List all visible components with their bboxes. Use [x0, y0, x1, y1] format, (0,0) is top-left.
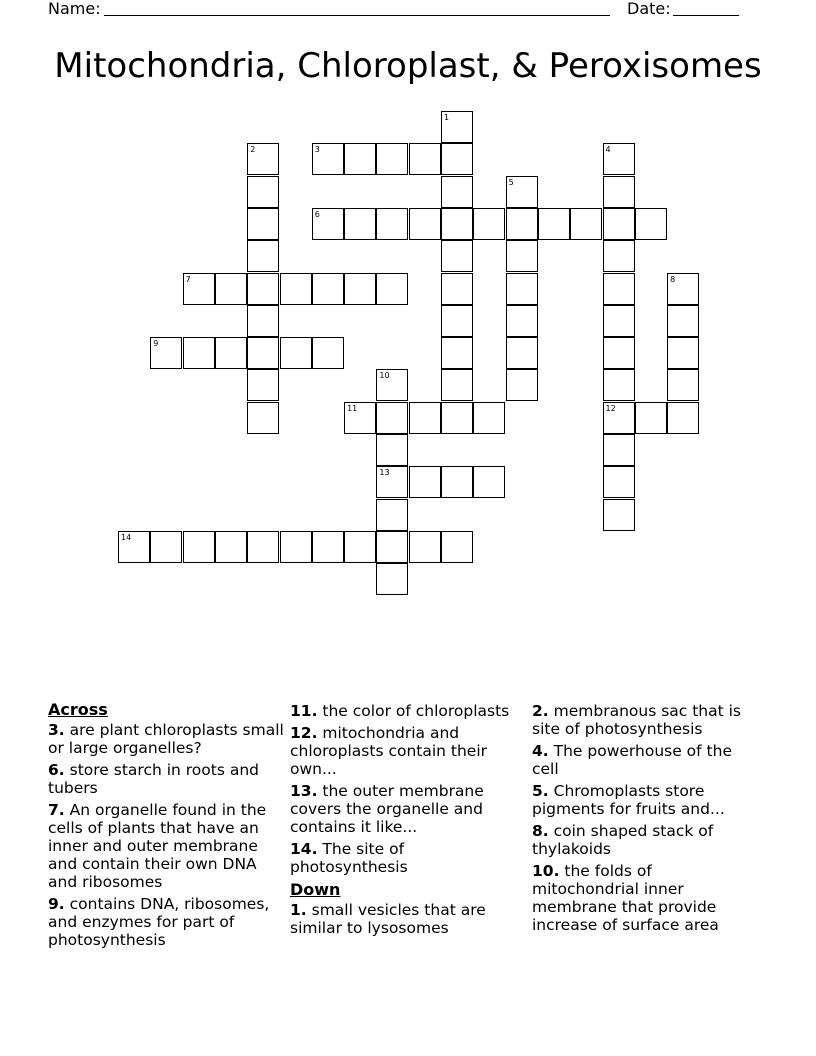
clue-number: 12	[605, 403, 616, 413]
grid-cell[interactable]	[441, 176, 473, 208]
grid-cell[interactable]	[603, 305, 635, 337]
clue-number: 1	[444, 113, 450, 122]
grid-cell[interactable]	[635, 402, 667, 434]
grid-cell[interactable]	[312, 143, 344, 175]
grid-cell[interactable]	[344, 531, 376, 563]
clue-number: 8	[670, 274, 676, 284]
grid-cell[interactable]	[409, 143, 441, 175]
clue-across-12: 12. mitochondria and chloroplasts contain their own...	[290, 724, 488, 778]
grid-cell[interactable]	[247, 240, 279, 272]
grid-cell[interactable]	[441, 466, 473, 498]
grid-cell[interactable]	[473, 466, 505, 498]
clue-across-9: 9. contains DNA, ribosomes, and enzymes for part of photosynthesis	[48, 895, 270, 949]
grid-cell[interactable]	[441, 337, 473, 369]
clues-column-3	[532, 702, 754, 938]
grid-cell[interactable]	[603, 240, 635, 272]
clue-number: 11	[347, 403, 358, 413]
grid-cell[interactable]	[603, 402, 635, 434]
grid-cell[interactable]	[376, 563, 408, 595]
grid-cell[interactable]	[247, 531, 279, 563]
grid-cell[interactable]	[667, 402, 699, 434]
grid-cell[interactable]	[376, 402, 408, 434]
across-heading: Across	[48, 700, 108, 719]
grid-cell[interactable]	[603, 466, 635, 498]
clue-number: 3	[314, 145, 320, 155]
grid-cell[interactable]	[215, 531, 247, 563]
grid-cell[interactable]	[441, 273, 473, 305]
name-label: Name:	[48, 0, 101, 18]
grid-cell[interactable]	[312, 273, 344, 305]
clue-down-1: 1. small vesicles that are similar to lysosomes	[290, 901, 486, 937]
page-title: Mitochondria, Chloroplast, & Peroxisomes	[54, 46, 762, 86]
grid-cell[interactable]	[603, 176, 635, 208]
grid-cell[interactable]	[215, 337, 247, 369]
grid-cell[interactable]	[506, 305, 538, 337]
grid-cell[interactable]	[376, 434, 408, 466]
clue-number: 10	[379, 371, 390, 381]
grid-cell[interactable]	[667, 369, 699, 401]
grid-cell[interactable]	[603, 337, 635, 369]
grid-cell[interactable]	[183, 273, 215, 305]
clue-across-13: 13. the outer membrane covers the organelle and contains it like...	[290, 782, 484, 836]
grid-cell[interactable]	[312, 337, 344, 369]
grid-cell[interactable]	[441, 240, 473, 272]
date-label: Date:	[627, 0, 671, 18]
grid-cell[interactable]	[441, 143, 473, 175]
clue-across-7: 7. An organelle found in the cells of plants that have an inner and outer membrane and contain their own DNA and ribosomes	[48, 801, 267, 891]
grid-cell[interactable]	[376, 143, 408, 175]
grid-cell[interactable]	[150, 337, 182, 369]
grid-cell[interactable]	[603, 273, 635, 305]
grid-cell[interactable]	[183, 531, 215, 563]
clue-across-6: 6. store starch in roots and tubers	[48, 761, 260, 797]
grid-cell[interactable]	[667, 273, 699, 305]
grid-cell[interactable]	[376, 208, 408, 240]
grid-cell[interactable]	[473, 208, 505, 240]
grid-cell[interactable]	[667, 337, 699, 369]
clue-across-3: 3. are plant chloroplasts small or large organelles?	[48, 721, 284, 757]
grid-cell[interactable]	[603, 434, 635, 466]
grid-cell[interactable]	[506, 369, 538, 401]
grid-cell[interactable]	[441, 305, 473, 337]
grid-cell[interactable]	[667, 305, 699, 337]
grid-cell[interactable]	[344, 208, 376, 240]
grid-cell[interactable]	[280, 531, 312, 563]
clue-down-2: 2. membranous sac that is site of photosynthesis	[532, 702, 742, 738]
grid-cell[interactable]	[344, 273, 376, 305]
grid-cell[interactable]	[247, 143, 279, 175]
grid-cell[interactable]	[312, 208, 344, 240]
grid-cell[interactable]	[409, 402, 441, 434]
grid-cell[interactable]	[473, 402, 505, 434]
grid-cell[interactable]	[215, 273, 247, 305]
grid-cell[interactable]	[247, 337, 279, 369]
grid-cell[interactable]	[150, 531, 182, 563]
grid-cell[interactable]	[280, 337, 312, 369]
clues-column-2	[290, 702, 512, 941]
grid-cell[interactable]	[247, 369, 279, 401]
grid-cell[interactable]	[603, 369, 635, 401]
clue-number: 9	[153, 339, 159, 349]
grid-cell[interactable]	[247, 273, 279, 305]
grid-cell[interactable]	[376, 531, 408, 563]
clue-number: 7	[185, 274, 191, 284]
grid-cell[interactable]	[344, 402, 376, 434]
grid-cell[interactable]	[376, 369, 408, 401]
grid-cell[interactable]	[603, 208, 635, 240]
grid-cell[interactable]	[247, 176, 279, 208]
grid-cell[interactable]	[506, 176, 538, 208]
clue-across-11: 11. the color of chloroplasts	[290, 702, 510, 720]
grid-cell[interactable]	[376, 273, 408, 305]
clue-number: 5	[508, 177, 514, 187]
grid-cell[interactable]	[506, 337, 538, 369]
grid-cell[interactable]	[635, 208, 667, 240]
grid-cell[interactable]	[603, 499, 635, 531]
grid-cell[interactable]	[441, 111, 473, 143]
grid-cell[interactable]	[280, 273, 312, 305]
grid-cell[interactable]	[247, 305, 279, 337]
grid-cell[interactable]	[247, 208, 279, 240]
grid-cell[interactable]	[538, 208, 570, 240]
grid-cell[interactable]	[118, 531, 150, 563]
down-heading: Down	[290, 880, 341, 899]
clue-number: 13	[379, 468, 390, 478]
clue-down-4: 4. The powerhouse of the cell	[532, 742, 732, 778]
grid-cell[interactable]	[603, 143, 635, 175]
grid-cell[interactable]	[570, 208, 602, 240]
grid-cell[interactable]	[247, 402, 279, 434]
grid-cell[interactable]	[183, 337, 215, 369]
grid-cell[interactable]	[441, 208, 473, 240]
clue-number: 6	[314, 209, 320, 219]
clue-number: 14	[121, 532, 132, 542]
grid-cell[interactable]	[376, 466, 408, 498]
grid-cell[interactable]	[312, 531, 344, 563]
clue-across-14: 14. The site of photosynthesis	[290, 840, 408, 876]
clue-down-10: 10. the folds of mitochondrial inner membrane that provide increase of surface area	[532, 862, 719, 934]
clues-column-1	[48, 700, 286, 953]
grid-cell[interactable]	[441, 369, 473, 401]
clue-down-5: 5. Chromoplasts store pigments for fruits and...	[532, 782, 725, 818]
grid-cell[interactable]	[441, 531, 473, 563]
grid-cell[interactable]	[506, 208, 538, 240]
grid-cell[interactable]	[409, 466, 441, 498]
grid-cell[interactable]	[409, 208, 441, 240]
grid-cell[interactable]	[441, 402, 473, 434]
grid-cell[interactable]	[344, 143, 376, 175]
clue-down-8: 8. coin shaped stack of thylakoids	[532, 822, 714, 858]
clue-number: 2	[250, 145, 256, 155]
grid-cell[interactable]	[376, 499, 408, 531]
grid-cell[interactable]	[506, 273, 538, 305]
grid-cell[interactable]	[409, 531, 441, 563]
grid-cell[interactable]	[506, 240, 538, 272]
clue-number: 4	[605, 145, 611, 155]
